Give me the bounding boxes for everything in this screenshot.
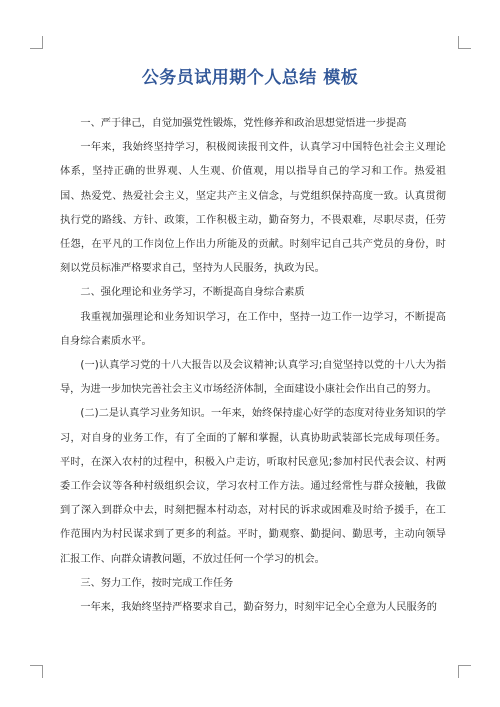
crop-mark-bottom-left (30, 665, 43, 678)
crop-mark-bottom-right (458, 665, 471, 678)
heading-section-2: 二、强化理论和业务学习，不断提高自身综合素质 (80, 287, 305, 299)
paragraph-4: (二)二是认真学习业务知识。一年来，始终保持虚心好学的态度对待业务知识的学习，对自身的业务工作，有了全面的了解和掌握，认真协助武装部长完成每项任务。平时，在深入农村的过程中，积极入户走访，听取村民意见;参加村民代表会议、村两委工作会议等各种村级组织会议，学习农村工作方法。通过经常性与群众接触，我做到了深入到群众中去，时刻把握本村动态，对村民的诉求或困难及时给予援手，在工作范围内为村民谋求到了更多的利益。平时，勤观察、勤提问、勤思考，主动向领导汇报工作、向群众请教问题，不放过任何一个学习的机会。 (60, 408, 446, 565)
heading-section-1: 一、严于律己，自觉加强党性锻炼，党性修养和政治思想觉悟进一步提高 (80, 118, 407, 129)
document-title: 公务员试用期个人总结 模板 (141, 68, 359, 88)
document-body (60, 112, 446, 620)
heading-section-3: 三、努力工作，按时完成工作任务 (80, 577, 234, 589)
paragraph-3: (一)认真学习党的十八大报告以及会议精神;认真学习;自觉坚持以党的十八大为指导，为进一步加快完善社会主义市场经济体制，全面建设小康社会作出自己的努力。 (60, 360, 446, 396)
crop-mark-top-left (30, 36, 43, 49)
paragraph-2: 我重视加强理论和业务知识学习，在工作中，坚持一边工作一边学习，不断提高自身综合素质水平。 (60, 311, 446, 347)
paragraph-5: 一年来，我始终坚持严格要求自己，勤奋努力，时刻牢记全心全意为人民服务的 (80, 602, 437, 614)
crop-mark-top-right (458, 36, 471, 49)
paragraph-1: 一年来，我始终坚持学习，积极阅读报刊文件，认真学习中国特色社会主义理论体系，坚持正确的世界观、人生观、价值观，用以指导自己的学习和工作。热爱祖国、热爱党、热爱社会主义，坚定共产主义信念，与党组织保持高度一致。认真贯彻执行党的路线、方针、政策，工作积极主动，勤奋努力，不畏艰难，尽职尽责，任劳任怨，在平凡的工作岗位上作出力所能及的贡献。时刻牢记自己共产党员的身份，时刻以党员标准严格要求自己，坚持为人民服务，执政为民。 (60, 142, 446, 275)
